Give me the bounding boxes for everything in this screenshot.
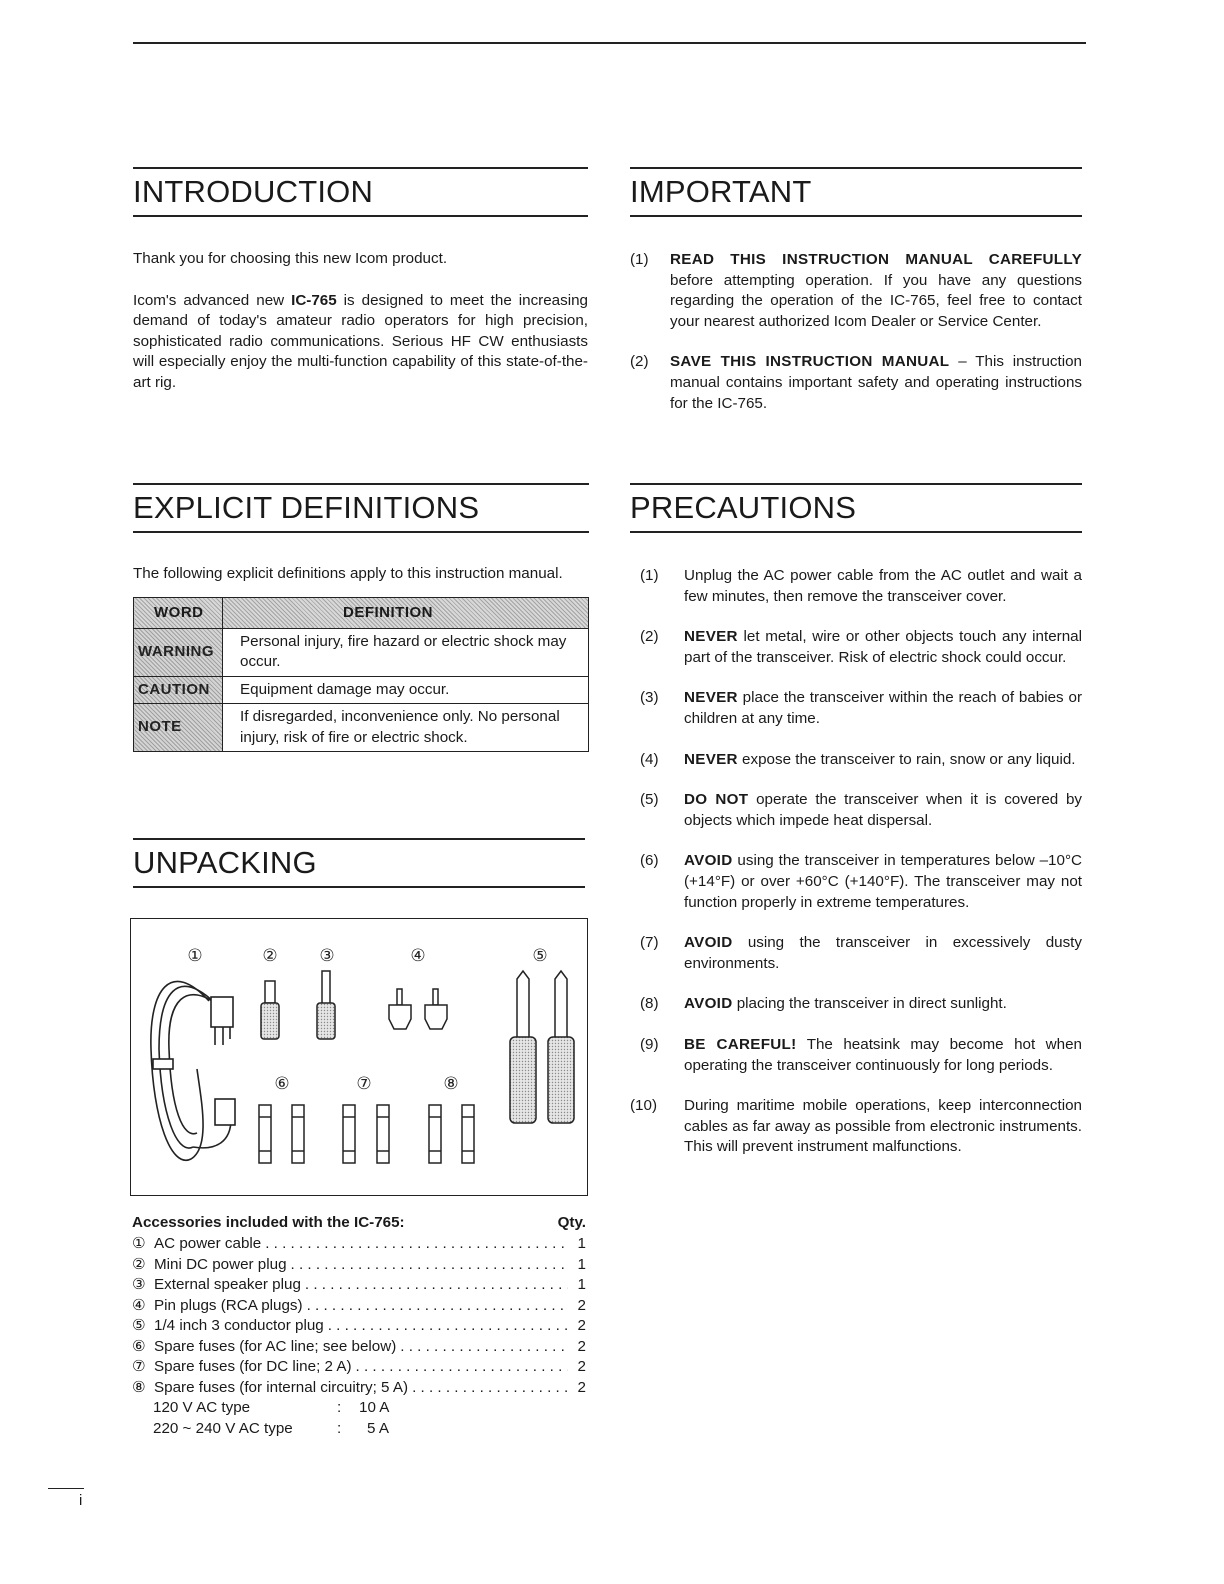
qty-label: Qty.	[557, 1214, 586, 1231]
item-text: placing the transceiver in direct sunlight.	[732, 995, 1007, 1013]
item-text: expose the transceiver to rain, snow or any liquid.	[737, 750, 1076, 768]
precaution-item-7	[640, 933, 1082, 974]
item-bold: AVOID	[684, 995, 733, 1013]
precaution-item-4	[640, 750, 1082, 771]
precaution-item-10	[630, 1096, 1082, 1158]
precaution-item-2	[640, 627, 1082, 668]
fuse-type-row	[132, 1419, 586, 1440]
item-name: Pin plugs (RCA plugs)	[154, 1296, 303, 1314]
item-text: Unplug the AC power cable from the AC outlet and wait a few minutes, then remove the transceiver cover.	[684, 567, 1082, 605]
item-name: Spare fuses (for AC line; see below)	[154, 1337, 397, 1355]
item-bold: AVOID	[684, 852, 733, 870]
definition-text: Personal injury, fire hazard or electric shock may occur.	[223, 628, 589, 676]
introduction-heading: INTRODUCTION	[133, 174, 374, 209]
item-bold: NEVER	[684, 628, 738, 646]
fuse-type: 220 ~ 240 V AC type	[153, 1419, 293, 1437]
item-qty: 1	[577, 1276, 586, 1293]
item-number: (2)	[630, 353, 649, 371]
ac-power-cable	[151, 981, 235, 1160]
item-text: The heatsink may become hot when operating the transceiver continuously for long periods.	[684, 1035, 1082, 1074]
item-number: (10)	[630, 1097, 658, 1115]
introduction-section	[133, 167, 588, 394]
fuse-value: 10 A	[359, 1399, 390, 1416]
figure-label-7: ⑦	[356, 1074, 372, 1094]
page-number: i	[79, 1492, 83, 1509]
item-mark: ②	[132, 1255, 146, 1273]
item-mark: ⑤	[132, 1317, 146, 1334]
introduction-para-1: Thank you for choosing this new Icom product.	[133, 250, 448, 267]
item-text: place the transceiver within the reach of babies or children at any time.	[684, 689, 1082, 727]
item-qty: 2	[577, 1378, 586, 1396]
accessory-item	[132, 1378, 586, 1399]
accessory-item	[132, 1275, 586, 1296]
item-bold: SAVE THIS INSTRUCTION MANUAL	[670, 353, 950, 371]
intro-text-rest: is designed to meet the increasing demand of today's amateur radio operators for high precision, sophisticated radio communications. Serious HF CW enthusiasts will especially enjoy the multi-function capability of this state-of-the-art rig.	[133, 291, 588, 391]
col-word-header: WORD	[134, 597, 223, 628]
quarter-inch-plugs	[510, 971, 574, 1123]
item-number: (1)	[630, 251, 649, 268]
precaution-item-6	[640, 851, 1082, 913]
item-text: using the transceiver in temperatures below –10°C (+14°F) or over +60°C (+140°F). The transceiver may not function properly in extreme temperatures.	[684, 852, 1082, 911]
accessory-item	[132, 1337, 586, 1358]
item-number: (8)	[640, 995, 659, 1013]
precautions-heading: PRECAUTIONS	[630, 490, 857, 525]
definition-row	[134, 704, 589, 752]
figure-label-8: ⑧	[443, 1074, 459, 1094]
item-name: Spare fuses (for internal circuitry; 5 A)	[154, 1378, 409, 1396]
definition-row	[134, 628, 589, 676]
definition-word: WARNING	[134, 628, 223, 676]
item-bold: BE CAREFUL!	[684, 1035, 797, 1053]
item-number: (7)	[640, 934, 659, 952]
col-definition-header: DEFINITION	[223, 597, 589, 628]
intro-model: IC-765	[291, 291, 337, 309]
item-qty: 2	[577, 1296, 586, 1314]
definition-word: NOTE	[134, 704, 223, 752]
mini-dc-plug	[261, 981, 279, 1039]
fuse-sep: :	[337, 1399, 342, 1416]
figure-label-6: ⑥	[274, 1074, 290, 1094]
figure-label-5: ⑤	[532, 946, 548, 966]
accessories-figure	[130, 918, 588, 1196]
spare-fuses	[259, 1105, 474, 1163]
fuse-value: 5 A	[367, 1419, 389, 1437]
speaker-plug	[317, 971, 335, 1039]
top-rule	[133, 42, 1086, 44]
important-item-1	[630, 250, 1082, 332]
definition-text: If disregarded, inconvenience only. No personal injury, risk of fire or electric shock.	[223, 704, 589, 752]
fuse-type: 120 V AC type	[153, 1399, 251, 1416]
item-mark: ⑧	[132, 1378, 146, 1396]
item-number: (4)	[640, 750, 659, 768]
fuse-type-row	[132, 1398, 586, 1419]
item-name: 1/4 inch 3 conductor plug	[154, 1317, 324, 1334]
definitions-section	[133, 483, 589, 752]
item-qty: 2	[577, 1317, 586, 1334]
accessory-item	[132, 1357, 586, 1378]
definition-row	[134, 676, 589, 704]
fuse-sep: :	[337, 1419, 342, 1437]
figure-label-1: ①	[187, 946, 203, 966]
item-qty: 1	[577, 1235, 586, 1252]
important-heading: IMPORTANT	[630, 174, 812, 209]
accessory-item	[132, 1255, 586, 1276]
item-number: (1)	[640, 567, 659, 584]
definitions-header-row	[134, 597, 589, 628]
unpacking-heading: UNPACKING	[133, 845, 317, 880]
accessory-item	[132, 1316, 586, 1337]
introduction-para-2	[133, 291, 588, 394]
item-text: using the transceiver in excessively dusty environments.	[684, 934, 1082, 972]
accessories-header	[132, 1212, 586, 1234]
item-bold: AVOID	[684, 934, 733, 952]
precaution-item-3	[640, 688, 1082, 729]
item-mark: ④	[132, 1296, 146, 1314]
item-number: (3)	[640, 689, 659, 707]
precaution-item-9	[640, 1035, 1082, 1076]
item-name: Spare fuses (for DC line; 2 A)	[154, 1358, 352, 1375]
figure-label-3: ③	[319, 946, 335, 966]
item-mark: ③	[132, 1276, 146, 1293]
item-mark: ①	[132, 1235, 146, 1252]
item-qty: 2	[577, 1337, 586, 1355]
item-number: (5)	[640, 791, 659, 809]
item-text: – This instruction manual contains important safety and operating instructions for the IC-765.	[670, 353, 1082, 412]
item-name: External speaker plug	[154, 1276, 301, 1293]
definitions-heading: EXPLICIT DEFINITIONS	[133, 490, 480, 525]
precaution-item-1	[640, 566, 1082, 607]
item-bold: NEVER	[684, 750, 738, 768]
definitions-intro: The following explicit definitions apply to this instruction manual.	[133, 565, 563, 582]
item-text: before attempting operation. If you have any questions regarding the operation of the IC-765, feel free to contact your nearest authorized Icom Dealer or Service Center.	[670, 271, 1082, 330]
accessories-title: Accessories included with the IC-765:	[132, 1214, 405, 1231]
figure-label-4: ④	[410, 946, 426, 966]
important-item-2	[630, 352, 1082, 414]
item-text: During maritime mobile operations, keep interconnection cables as far away as possible from electronic instruments. This will prevent instrument malfunctions.	[684, 1097, 1082, 1156]
figure-label-2: ②	[262, 946, 278, 966]
accessories-illustration	[131, 919, 587, 1195]
precautions-section	[630, 483, 1082, 1158]
item-text: operate the transceiver when it is covered by objects which impede heat dispersal.	[684, 791, 1082, 829]
item-name: Mini DC power plug	[154, 1255, 287, 1273]
accessory-item	[132, 1296, 586, 1317]
accessory-item	[132, 1234, 586, 1255]
rca-pin-plugs	[389, 989, 447, 1029]
definition-word: CAUTION	[134, 676, 223, 704]
item-number: (6)	[640, 852, 659, 870]
item-number: (9)	[640, 1035, 659, 1053]
page-mark	[48, 1488, 84, 1489]
definition-text: Equipment damage may occur.	[223, 676, 589, 704]
item-bold: DO NOT	[684, 791, 749, 809]
item-mark: ⑥	[132, 1337, 146, 1355]
unpacking-section	[133, 838, 585, 888]
precaution-item-8	[640, 994, 1082, 1015]
item-qty: 1	[577, 1255, 586, 1273]
item-bold: READ THIS INSTRUCTION MANUAL CAREFULLY	[670, 251, 1082, 268]
precaution-item-5	[640, 790, 1082, 831]
item-qty: 2	[577, 1358, 586, 1375]
item-number: (2)	[640, 628, 659, 646]
accessories-list	[132, 1212, 586, 1439]
item-mark: ⑦	[132, 1358, 146, 1375]
important-section	[630, 167, 1082, 414]
definitions-table	[133, 597, 589, 753]
intro-text: Icom's advanced new	[133, 291, 292, 309]
item-name: AC power cable	[154, 1235, 262, 1252]
item-text: let metal, wire or other objects touch any internal part of the transceiver. Risk of electric shock could occur.	[684, 628, 1082, 666]
item-bold: NEVER	[684, 689, 738, 707]
